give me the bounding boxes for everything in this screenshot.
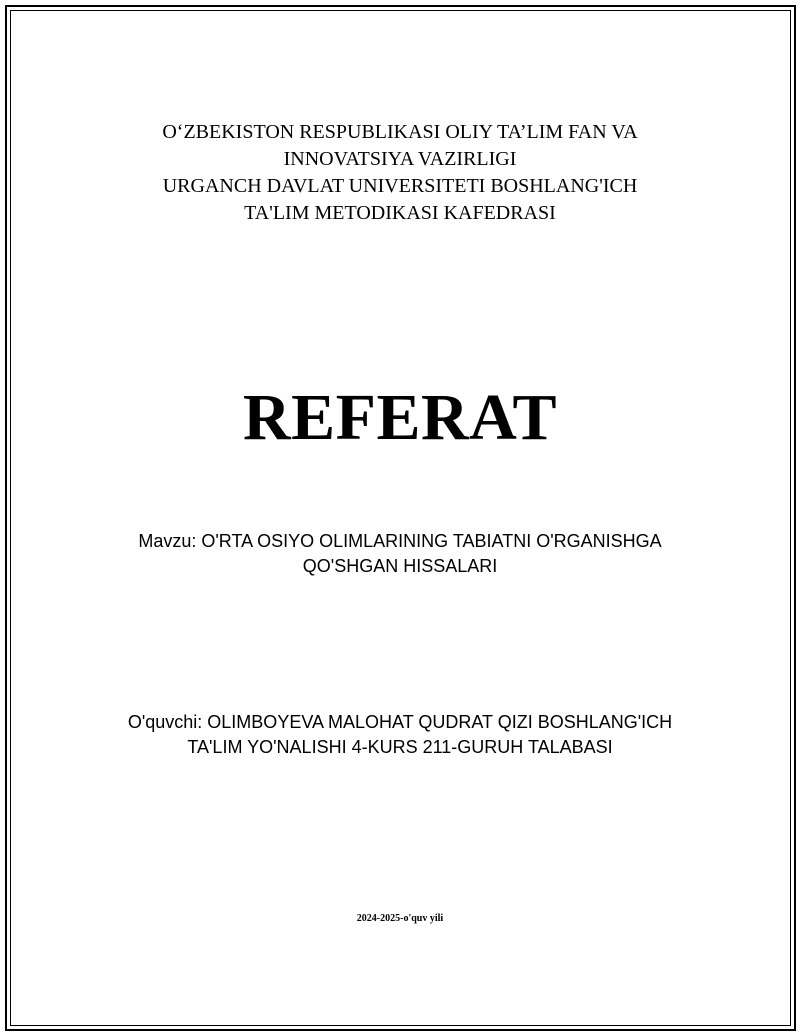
student-block — [0, 710, 800, 760]
header-line: INNOVATSIYA VAZIRLIGI — [283, 148, 517, 170]
topic-line: QO'SHGAN HISSALARI — [302, 556, 498, 576]
student-line: TA'LIM YO'NALISHI 4-KURS 211-GURUH TALABASI — [187, 737, 613, 757]
topic-line: Mavzu: O'RTA OSIYO OLIMLARINING TABIATNI O'RGANISHGA — [138, 531, 662, 551]
header-line: TA'LIM METODIKASI KAFEDRASI — [244, 202, 556, 224]
ministry-header — [0, 119, 800, 227]
document-title: REFERAT — [243, 381, 557, 454]
header-line: O‘ZBEKISTON RESPUBLIKASI OLIY TA’LIM FAN VA — [162, 121, 638, 143]
header-line: URGANCH DAVLAT UNIVERSITETI BOSHLANG'ICH — [162, 175, 638, 197]
student-line: O'quvchi: OLIMBOYEVA MALOHAT QUDRAT QIZI BOSHLANG'ICH — [127, 712, 673, 732]
academic-year: 2024-2025-o'quv yili — [356, 913, 444, 924]
topic-block — [0, 529, 800, 579]
